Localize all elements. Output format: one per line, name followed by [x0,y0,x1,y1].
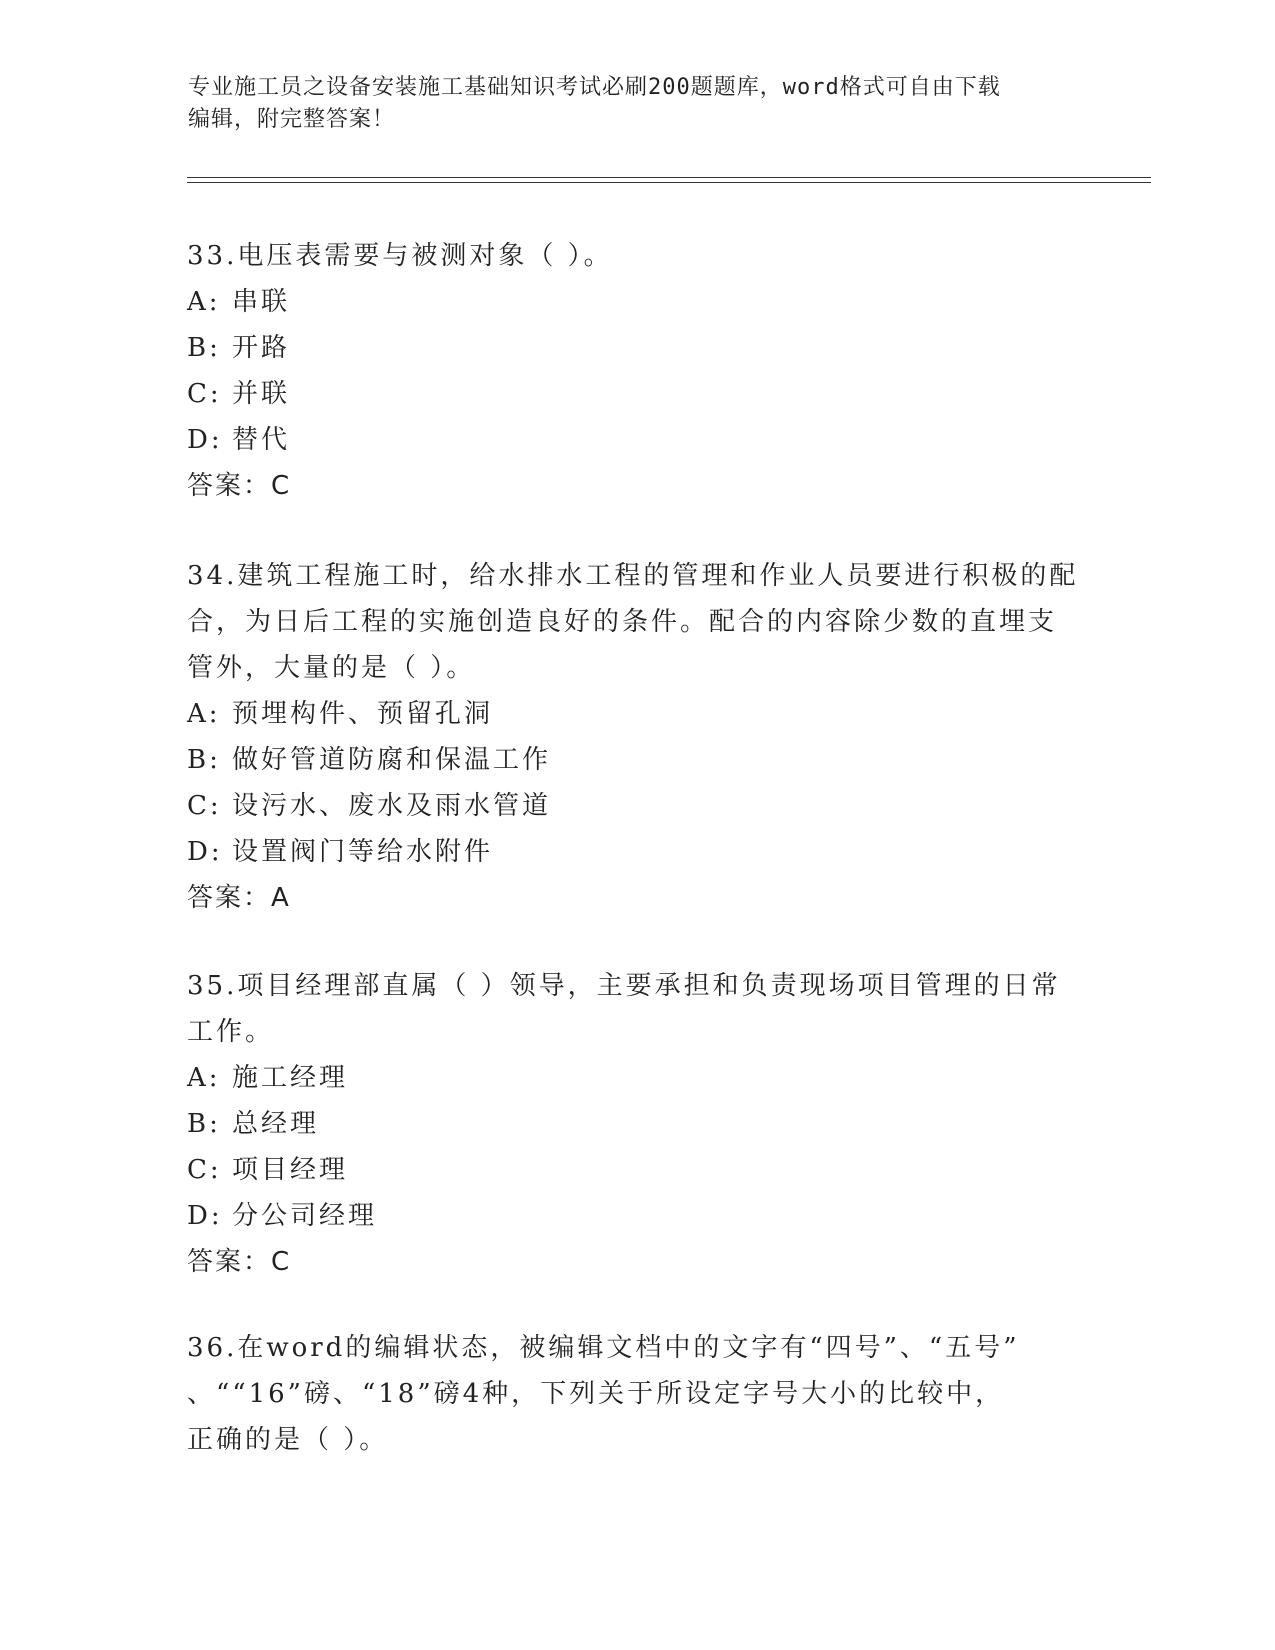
question-36 [187,1325,1087,1463]
document-header [188,72,1088,136]
option-letter: A: [187,699,221,729]
option-text: 串联 [232,287,291,317]
question-stem-line: 管外，大量的是（ ）。 [187,653,476,683]
question-stem-line: 合，为日后工程的实施创造良好的条件。配合的内容除少数的直埋支 [187,607,1058,637]
option-letter: B: [187,333,221,363]
option-a [187,691,1087,737]
option-c [187,371,1087,417]
option-text: 预埋构件、预留孔洞 [232,699,494,729]
option-b [187,737,1087,783]
option-letter: A: [187,287,221,317]
option-letter: A: [187,1063,221,1093]
option-letter: C: [187,379,222,409]
option-a [187,1055,1087,1101]
answer-line: 答案：C [187,1247,292,1277]
option-text: 并联 [232,379,291,409]
header-line-2: 编辑，附完整答案！ [188,107,396,132]
option-text: 施工经理 [232,1063,349,1093]
option-text: 开路 [232,333,291,363]
option-text: 设置阀门等给水附件 [232,837,494,867]
option-letter: D: [187,1201,223,1231]
question-34 [187,553,1087,921]
option-letter: B: [187,745,221,775]
option-letter: C: [187,1155,222,1185]
question-stem-line: 33.电压表需要与被测对象（ ）。 [187,241,613,271]
option-text: 做好管道防腐和保温工作 [232,745,552,775]
option-d [187,1193,1087,1239]
option-letter: B: [187,1109,221,1139]
option-letter: C: [187,791,222,821]
question-stem-line: 35.项目经理部直属（ ）领导，主要承担和负责现场项目管理的日常 [187,971,1061,1001]
option-text: 设污水、废水及雨水管道 [232,791,552,821]
option-letter: D: [187,837,223,867]
header-line-1: 专业施工员之设备安装施工基础知识考试必刷200题题库，word格式可自由下载 [188,75,1001,100]
option-text: 替代 [232,425,291,455]
option-text: 项目经理 [232,1155,349,1185]
option-c [187,783,1087,829]
option-c [187,1147,1087,1193]
question-33 [187,233,1087,509]
option-d [187,829,1087,875]
question-35 [187,963,1087,1285]
question-stem-line: 工作。 [187,1017,275,1047]
answer-line: 答案：A [187,883,291,913]
header-divider-bottom [187,182,1151,183]
header-divider-top [187,177,1151,178]
option-text: 分公司经理 [232,1201,378,1231]
answer-line: 答案：C [187,471,292,501]
question-stem-line: 36.在word的编辑状态，被编辑文档中的文字有“四号”、“五号” [187,1333,1020,1363]
option-d [187,417,1087,463]
option-text: 总经理 [232,1109,320,1139]
option-b [187,325,1087,371]
question-stem-line: 正确的是（ ）。 [187,1425,389,1455]
question-stem-line: 34.建筑工程施工时，给水排水工程的管理和作业人员要进行积极的配 [187,561,1079,591]
option-letter: D: [187,425,223,455]
option-a [187,279,1087,325]
option-b [187,1101,1087,1147]
question-stem-line: 、““16”磅、“18”磅4种，下列关于所设定字号大小的比较中， [187,1379,1005,1409]
